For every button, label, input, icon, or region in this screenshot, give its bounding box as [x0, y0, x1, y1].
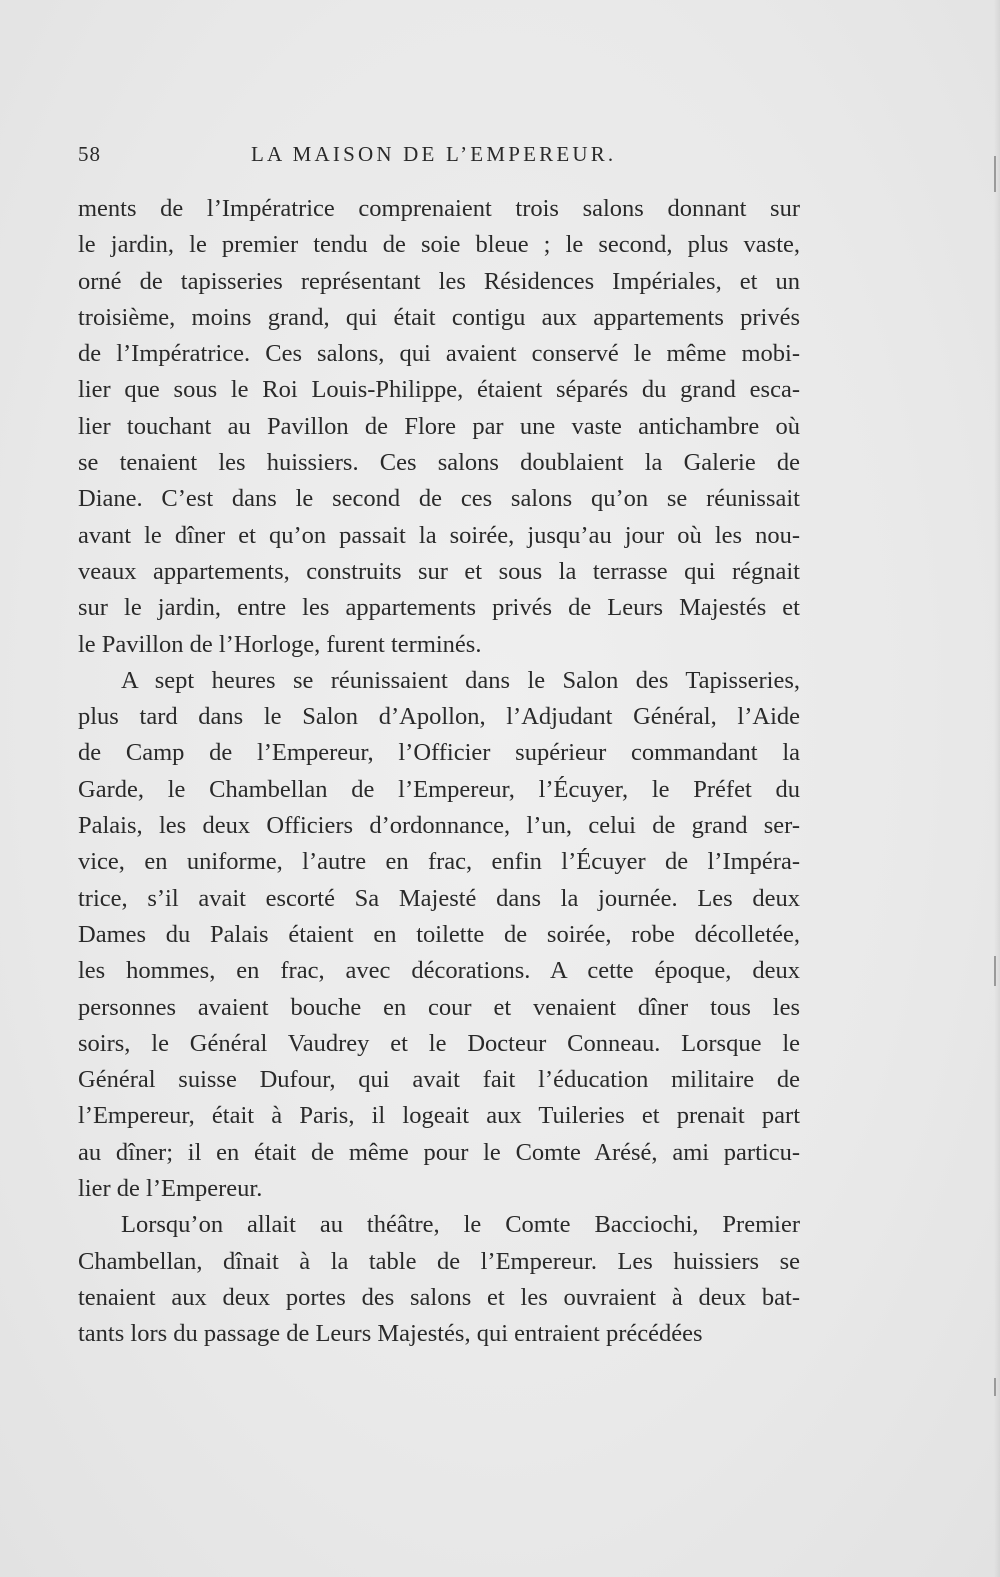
text-line: plus tard dans le Salon d’Apollon, l’Adjudant Général, l’Aide — [78, 703, 800, 731]
paragraph — [78, 1207, 800, 1352]
text-line: Garde, le Chambellan de l’Empereur, l’Écuyer, le Préfet du — [78, 775, 800, 803]
text-line: Palais, les deux Officiers d’ordonnance, l’un, celui de grand ser- — [78, 812, 800, 840]
text-line: tants lors du passage de Leurs Majestés, qui entraient précédées — [78, 1320, 703, 1348]
text-line: l’Empereur, était à Paris, il logeait aux Tuileries et prenait part — [78, 1102, 800, 1130]
text-line: de Camp de l’Empereur, l’Officier supérieur commandant la — [78, 739, 800, 767]
text-line: ments de l’Impératrice comprenaient trois salons donnant sur — [78, 195, 800, 222]
text-line: les hommes, en frac, avec décorations. A cette époque, deux — [78, 957, 800, 985]
text-line: le Pavillon de l’Horloge, furent terminés. — [78, 630, 482, 658]
running-header — [78, 142, 800, 172]
scan-edge-mark — [994, 956, 996, 986]
text-line: A sept heures se réunissaient dans le Salon des Tapisseries, — [121, 666, 800, 694]
text-line: orné de tapisseries représentant les Résidences Impériales, et un — [78, 267, 800, 295]
text-line: se tenaient les huissiers. Ces salons doublaient la Galerie de — [78, 449, 800, 477]
text-line: sur le jardin, entre les appartements privés de Leurs Majestés et — [78, 594, 800, 622]
text-line: avant le dîner et qu’on passait la soirée, jusqu’au jour où les nou- — [78, 521, 800, 549]
text-line: au dîner; il en était de même pour le Comte Arésé, ami particu- — [78, 1138, 800, 1166]
paragraph — [78, 663, 800, 1207]
text-line: trice, s’il avait escorté Sa Majesté dans la journée. Les deux — [78, 884, 800, 912]
page-number: 58 — [78, 142, 101, 166]
text-line: Lorsqu’on allait au théâtre, le Comte Bacciochi, Premier — [121, 1211, 800, 1239]
text-line: personnes avaient bouche en cour et venaient dîner tous les — [78, 993, 800, 1021]
scan-edge-mark — [994, 1378, 996, 1396]
text-line: lier touchant au Pavillon de Flore par une vaste antichambre où — [78, 412, 800, 440]
text-line: veaux appartements, construits sur et sous la terrasse qui régnait — [78, 557, 800, 585]
body-text — [78, 191, 800, 1353]
page-edge-shadow — [994, 0, 1000, 1577]
text-line: troisième, moins grand, qui était contigu aux appartements privés — [78, 303, 800, 331]
text-line: Diane. C’est dans le second de ces salons qu’on se réunissait — [78, 485, 800, 513]
text-line: lier de l’Empereur. — [78, 1175, 263, 1203]
text-line: de l’Impératrice. Ces salons, qui avaient conservé le même mobi- — [78, 340, 800, 368]
text-line: Chambellan, dînait à la table de l’Empereur. Les huissiers se — [78, 1247, 800, 1275]
paragraph — [78, 191, 800, 663]
running-title: LA MAISON DE L’EMPEREUR. — [251, 142, 617, 166]
scan-edge-mark — [994, 156, 996, 192]
text-line: soirs, le Général Vaudrey et le Docteur Conneau. Lorsque le — [78, 1029, 800, 1057]
text-line: vice, en uniforme, l’autre en frac, enfin l’Écuyer de l’Impéra- — [78, 848, 800, 876]
text-line: le jardin, le premier tendu de soie bleue ; le second, plus vaste, — [78, 231, 800, 259]
text-line: lier que sous le Roi Louis-Philippe, étaient séparés du grand esca- — [78, 376, 800, 404]
text-line: Général suisse Dufour, qui avait fait l’éducation militaire de — [78, 1066, 800, 1094]
text-line: tenaient aux deux portes des salons et les ouvraient à deux bat- — [78, 1283, 800, 1311]
text-line: Dames du Palais étaient en toilette de soirée, robe décolletée, — [78, 920, 800, 948]
